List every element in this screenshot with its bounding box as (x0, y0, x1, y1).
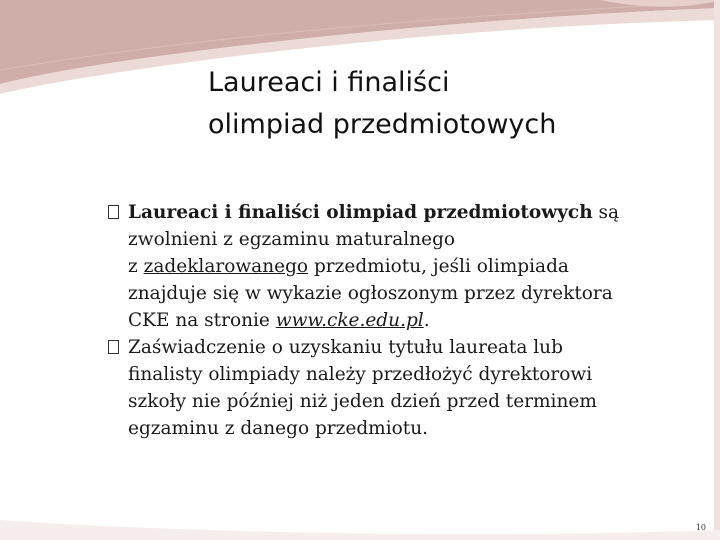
bullet-paragraph-2 (108, 334, 688, 442)
page-number: 10 (695, 523, 706, 532)
slide-body (108, 199, 688, 442)
bold-lead-text: Laureaci i finaliści olimpiad przedmiotowych (128, 202, 593, 223)
title-line-1: Laureaci i finaliści (208, 67, 450, 98)
paragraph-1-line-1-rest: są (592, 202, 620, 223)
paragraph-2-line-1: Zaświadczenie o uzyskaniu tytułu laureata lub (128, 337, 563, 358)
paragraph-1-line-4: znajduje się w wykazie ogłoszonym przez dyrektora (128, 283, 613, 304)
paragraph-2-line-4: egzaminu z danego przedmiotu. (128, 418, 429, 439)
paragraph-2-line-3: szkoły nie później niż jeden dzień przed terminem (128, 391, 597, 412)
underlined-word: zadeklarowanego (143, 256, 309, 277)
paragraph-1-line-3-rest: przedmiotu, jeśli olimpiada (308, 256, 569, 277)
paragraph-1-line-5-prefix: CKE na stronie (128, 310, 276, 331)
paragraph-2-line-2: finalisty olimpiady należy przedłożyć dyrektorowi (128, 364, 593, 385)
bullet-paragraph-1 (108, 199, 688, 334)
cke-website-link[interactable]: www.cke.edu.pl (275, 310, 424, 331)
right-edge (714, 0, 720, 540)
title-line-2: olimpiad przedmiotowych (208, 109, 557, 140)
bottom-shade (0, 520, 720, 540)
bullet-box-icon (108, 205, 119, 219)
paragraph-1-line-3-prefix: z (128, 256, 144, 277)
slide-title (208, 62, 688, 146)
paragraph-1-line-5-suffix: . (423, 310, 430, 331)
bullet-box-icon (108, 340, 119, 354)
paragraph-1-line-2: zwolnieni z egzaminu maturalnego (128, 229, 456, 250)
